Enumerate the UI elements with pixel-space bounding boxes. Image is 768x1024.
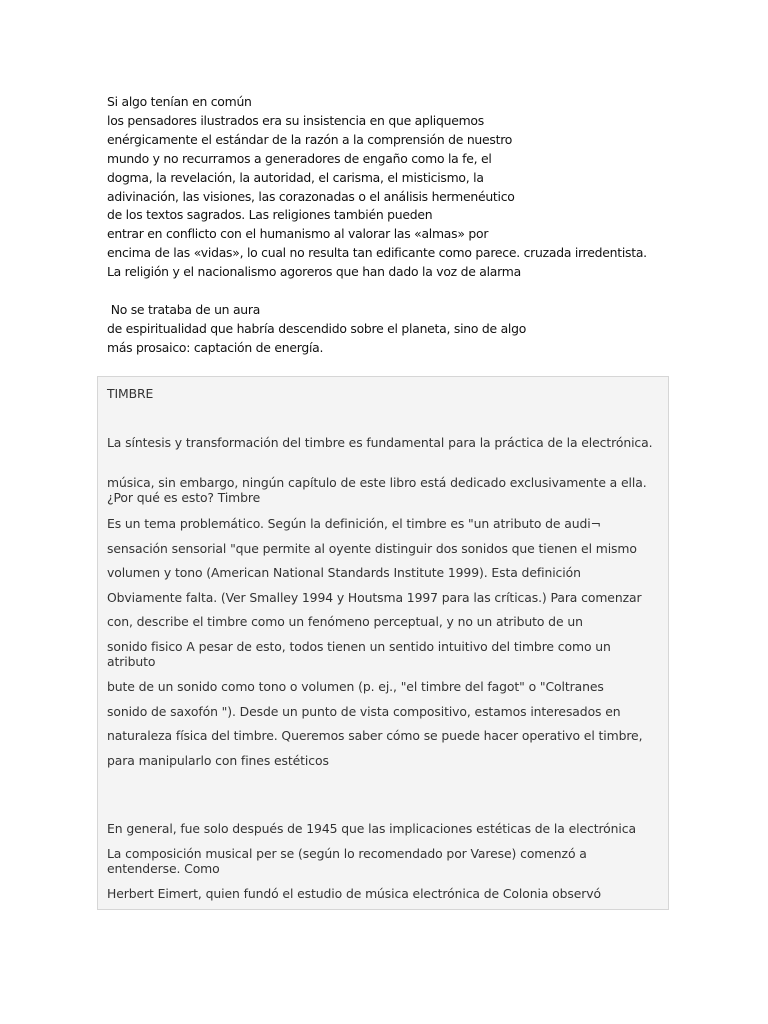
textbox-paragraph: naturaleza física del timbre. Queremos saber cómo se puede hacer operativo el timbre, [107, 728, 643, 743]
textbox-paragraph: volumen y tono (American National Standards Institute 1999). Esta definición [107, 565, 581, 580]
paragraph-gap [107, 282, 707, 301]
textbox-paragraph: La composición musical per se (según lo recomendado por Varese) comenzó a entenderse. Como [107, 846, 587, 876]
textbox-paragraph: sonido de saxofón "). Desde un punto de vista compositivo, estamos interesados en [107, 704, 621, 719]
intro-line: los pensadores ilustrados era su insistencia en que apliquemos [107, 112, 484, 128]
timbre-textbox [97, 376, 669, 910]
intro-line: más prosaico: captación de energía. [107, 339, 324, 355]
intro-line: mundo y no recurramos a generadores de engaño como la fe, el [107, 150, 492, 166]
intro-line: de los textos sagrados. Las religiones también pueden [107, 207, 433, 223]
intro-line: No se trataba de un aura [107, 301, 261, 317]
intro-line: enérgicamente el estándar de la razón a la comprensión de nuestro [107, 131, 513, 147]
intro-line: entrar en conflicto con el humanismo al valorar las «almas» por [107, 226, 489, 242]
textbox-paragraph: Es un tema problemático. Según la definición, el timbre es "un atributo de audi¬ [107, 516, 601, 531]
textbox-paragraph: para manipularlo con fines estéticos [107, 753, 329, 768]
intro-line: encima de las «vidas», lo cual no resulta tan edificante como parece. cruzada irredentista. [107, 245, 647, 261]
textbox-paragraph: La síntesis y transformación del timbre es fundamental para la práctica de la electrónica. [107, 435, 653, 450]
intro-text [107, 93, 707, 358]
textbox-paragraph: sonido fisico A pesar de esto, todos tienen un sentido intuitivo del timbre como un atributo [107, 639, 611, 669]
textbox-paragraph: En general, fue solo después de 1945 que las implicaciones estéticas de la electrónica [107, 821, 636, 836]
intro-line: de espiritualidad que habría descendido sobre el planeta, sino de algo [107, 320, 527, 336]
textbox-title: TIMBRE [107, 386, 154, 401]
textbox-paragraph: con, describe el timbre como un fenómeno perceptual, y no un atributo de un [107, 614, 583, 629]
intro-line: Si algo tenían en común [107, 94, 252, 109]
textbox-paragraph: Herbert Eimert, quien fundó el estudio de música electrónica de Colonia observó [107, 886, 601, 901]
intro-line: adivinación, las visiones, las corazonadas o el análisis hermenéutico [107, 188, 515, 204]
textbox-paragraph: bute de un sonido como tono o volumen (p. ej., "el timbre del fagot" o "Coltranes [107, 679, 604, 694]
textbox-paragraph: Obviamente falta. (Ver Smalley 1994 y Houtsma 1997 para las críticas.) Para comenzar [107, 590, 642, 605]
textbox-paragraph: música, sin embargo, ningún capítulo de este libro está dedicado exclusivamente a ella. ¿Por qué es esto? Timbre [107, 475, 647, 505]
intro-line: dogma, la revelación, la autoridad, el carisma, el misticismo, la [107, 169, 484, 185]
intro-line: La religión y el nacionalismo agoreros que han dado la voz de alarma [107, 264, 521, 280]
textbox-paragraph: sensación sensorial "que permite al oyente distinguir dos sonidos que tienen el mismo [107, 541, 637, 556]
